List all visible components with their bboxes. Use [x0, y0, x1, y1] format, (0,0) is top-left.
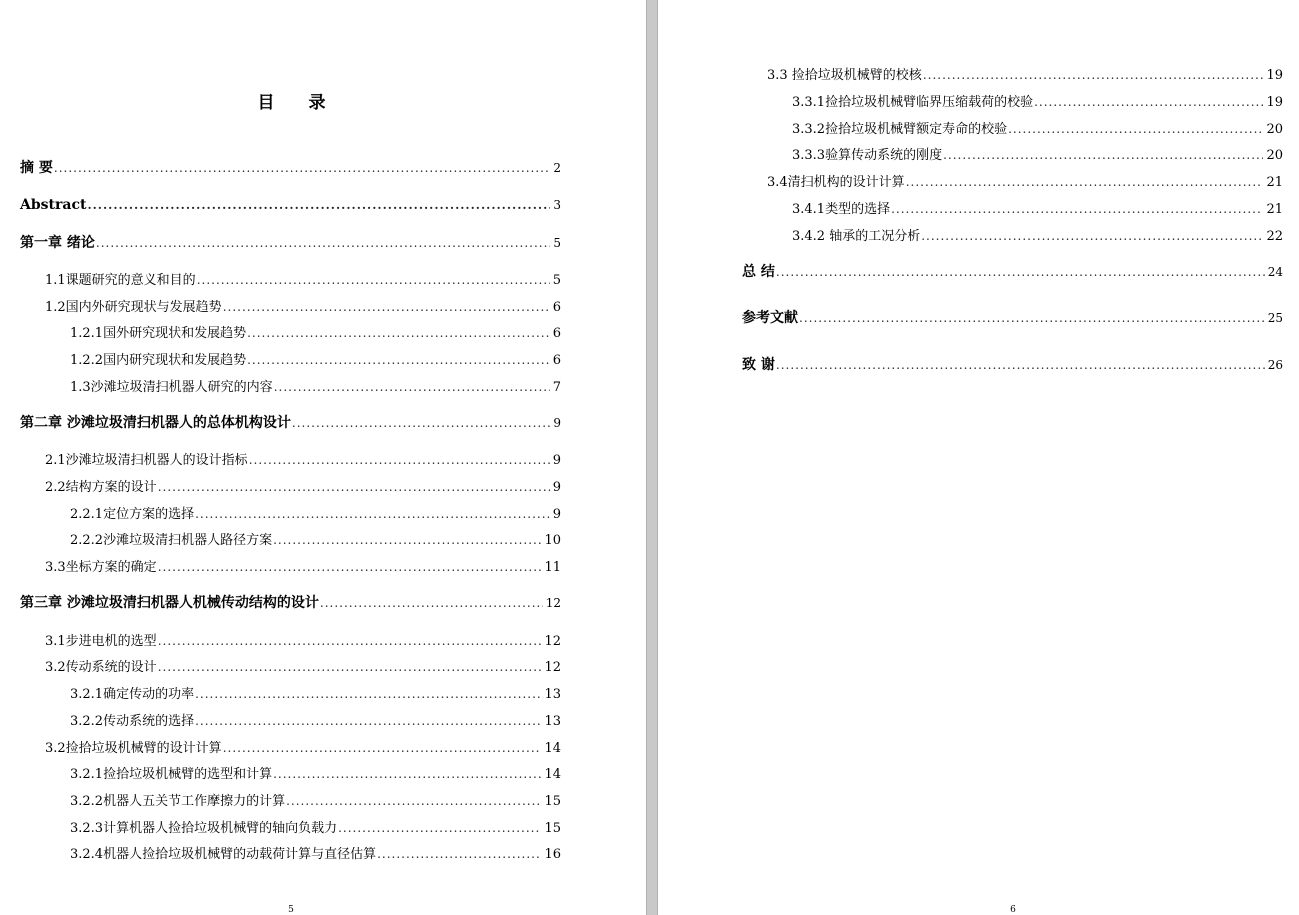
toc-entry-summary[interactable]: 总 结 ..... 24 — [742, 264, 1283, 280]
toc-entry[interactable]: 2.1沙滩垃圾清扫机器人的设计指标 ..... 9 — [45, 452, 561, 469]
toc-entry-abstract-cn[interactable]: 摘 要 ..... 2 — [20, 160, 561, 176]
toc-entry-chapter-3[interactable]: 第三章 沙滩垃圾清扫机器人机械传动结构的设计 ..... 12 — [20, 595, 561, 611]
toc-entry[interactable]: 3.4清扫机构的设计计算 ..... 21 — [767, 174, 1283, 191]
toc-entry[interactable]: 2.2.2沙滩垃圾清扫机器人路径方案 ..... 10 — [70, 532, 561, 549]
toc-entry-chapter-1[interactable]: 第一章 绪论 ..... 5 — [20, 235, 561, 251]
toc-entry[interactable]: 1.3沙滩垃圾清扫机器人研究的内容 ..... 7 — [70, 379, 561, 396]
toc-entry[interactable]: 3.3坐标方案的确定 ..... 11 — [45, 559, 561, 576]
toc-entry-chapter-2[interactable]: 第二章 沙滩垃圾清扫机器人的总体机构设计 ..... 9 — [20, 415, 561, 431]
toc-entry[interactable]: 3.3 捡拾垃圾机械臂的校核 ..... 19 — [767, 67, 1283, 84]
toc-entry[interactable]: 3.2.2机器人五关节工作摩擦力的计算 ..... 15 — [70, 793, 561, 810]
toc-entry[interactable]: 3.2.1捡拾垃圾机械臂的选型和计算 ..... 14 — [70, 766, 561, 783]
toc-entry[interactable]: 3.4.1类型的选择 ..... 21 — [792, 201, 1283, 218]
page-gutter — [646, 0, 658, 915]
page-number: 5 — [288, 905, 294, 915]
toc-entry[interactable]: 2.2.1定位方案的选择 ..... 9 — [70, 506, 561, 523]
toc-entry[interactable]: 3.3.3验算传动系统的刚度 ..... 20 — [792, 147, 1283, 164]
toc-entry[interactable]: 3.2捡拾垃圾机械臂的设计计算 ..... 14 — [45, 740, 561, 757]
toc-entry[interactable]: 3.2传动系统的设计 ..... 12 — [45, 659, 561, 676]
toc-entry[interactable]: 3.4.2 轴承的工况分析 ..... 22 — [792, 228, 1283, 245]
toc-entry[interactable]: 1.2国内外研究现状与发展趋势 ..... 6 — [45, 299, 561, 316]
right-page — [658, 0, 1299, 915]
toc-entry[interactable]: 3.2.2传动系统的选择 ..... 13 — [70, 713, 561, 730]
toc-entry-acknowledgement[interactable]: 致 谢 ..... 26 — [742, 357, 1283, 373]
toc-entry[interactable]: 2.2结构方案的设计 ..... 9 — [45, 479, 561, 496]
toc-entry-abstract-en[interactable]: Abstract ..... 3 — [20, 197, 561, 213]
toc-title: 目 录 — [257, 93, 340, 113]
toc-entry[interactable]: 3.1步进电机的选型 ..... 12 — [45, 633, 561, 650]
toc-entry[interactable]: 3.3.1捡拾垃圾机械臂临界压缩载荷的校验 ..... 19 — [792, 94, 1283, 111]
toc-entry[interactable]: 3.3.2捡拾垃圾机械臂额定寿命的校验 ..... 20 — [792, 121, 1283, 138]
left-page — [0, 0, 646, 915]
page-number: 6 — [1010, 905, 1016, 915]
toc-entry[interactable]: 1.1课题研究的意义和目的 ..... 5 — [45, 272, 561, 289]
toc-entry[interactable]: 1.2.2国内研究现状和发展趋势 ..... 6 — [70, 352, 561, 369]
toc-entry[interactable]: 3.2.4机器人捡拾垃圾机械臂的动载荷计算与直径估算 ..... 16 — [70, 846, 561, 863]
toc-entry[interactable]: 3.2.3计算机器人捡拾垃圾机械臂的轴向负载力 ..... 15 — [70, 820, 561, 837]
toc-entry[interactable]: 3.2.1确定传动的功率 ..... 13 — [70, 686, 561, 703]
toc-entry-references[interactable]: 参考文献 ..... 25 — [742, 310, 1283, 326]
toc-entry[interactable]: 1.2.1国外研究现状和发展趋势 ..... 6 — [70, 325, 561, 342]
